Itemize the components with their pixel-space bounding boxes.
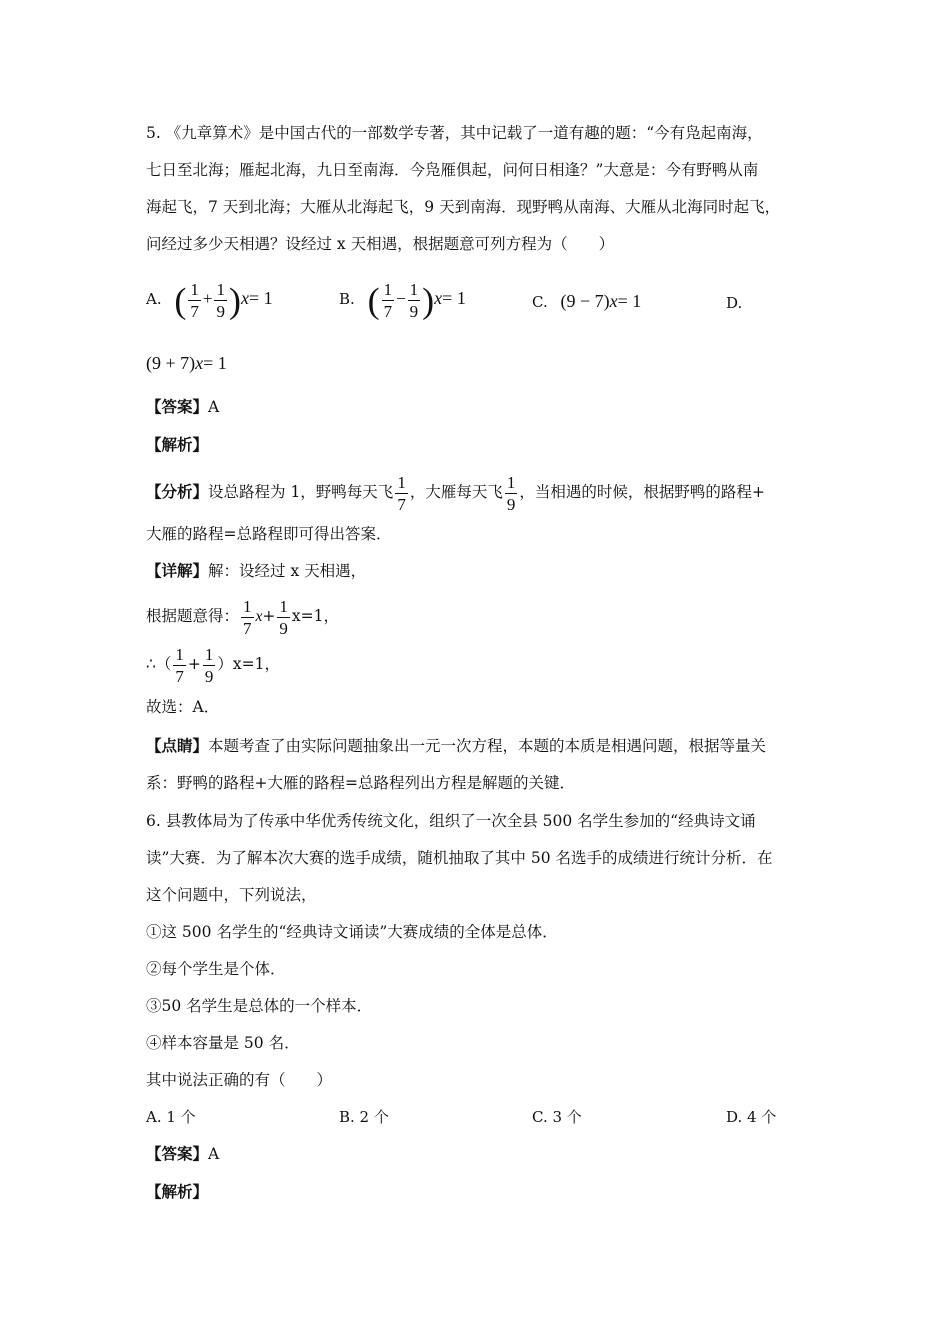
q5-choose: 故选：A． [146, 698, 220, 716]
q5-line-4: 问经过多少天相遇？设经过 x 天相遇，根据题意可列方程为（ ） [146, 235, 615, 253]
q5-detail: 【详解】解：设经过 x 天相遇， [146, 561, 367, 580]
option-a-label: A. [146, 289, 162, 308]
q5-option-d [726, 292, 742, 314]
q6-line-2: 读”大赛．为了解本次大赛的选手成绩，随机抽取了其中 50 名选手的成绩进行统计分析．在 [146, 849, 773, 867]
frac-one-ninth: $\frac{1}{9}$ [279, 596, 288, 638]
option-b-label: B. [339, 289, 355, 308]
frac-one-ninth: $\frac{1}{9}$ [204, 644, 214, 686]
q5-option-b: B. ( $\frac{1}{7}$ − $\frac{1}{9}$ )x= 1 [339, 280, 466, 321]
q6-option-b: B. 2 个 [339, 1108, 389, 1126]
q6-line-3: 这个问题中，下列说法， [146, 886, 317, 904]
q6-statement-3: ③50 名学生是总体的一个样本． [146, 997, 373, 1015]
q5-option-d-expr: (9 + 7)x= 1 [146, 353, 227, 373]
q5-detail-therefore: ∴（ $\frac{1}{7}$ + $\frac{1}{9}$ ）x=1， [146, 644, 280, 686]
q5-line-1: 5. 《九章算术》是中国古代的一部数学专著，其中记载了一道有趣的题：“今有凫起南海， [146, 124, 763, 142]
q6-line-1: 6. 县教体局为了传承中华优秀传统文化，组织了一次全县 500 名学生参加的“经典诗文诵 [146, 812, 756, 830]
q5-detail-eq: 根据题意得： $\frac{1}{7}$ x+ $\frac{1}{9}$ x=1， [146, 596, 339, 638]
frac-one-ninth: $\frac{1}{9}$ [506, 472, 516, 514]
q5-analysis-heading: 【解析】 [146, 435, 209, 454]
frac-one-seventh: $\frac{1}{7}$ [190, 280, 199, 321]
q6-statement-1: ①这 500 名学生的“经典诗文诵读”大赛成绩的全体是总体． [146, 923, 558, 941]
q6-analysis-heading: 【解析】 [146, 1182, 209, 1201]
q5-line-3: 海起飞，7 天到北海；大雁从北海起飞，9 天到南海．现野鸭从南海、大雁从北海同时起飞， [146, 198, 781, 216]
frac-one-seventh: $\frac{1}{7}$ [383, 280, 393, 321]
q5-dianjing: 【点睛】本题考查了由实际问题抽象出一元一次方程，本题的本质是相遇问题，根据等量关 [146, 736, 767, 755]
q6-option-a: A. 1 个 [146, 1108, 196, 1126]
q6-statement-2: ②每个学生是个体． [146, 960, 286, 978]
q5-option-c: C. (9 − 7)x= 1 [532, 291, 642, 311]
q6-question: 其中说法正确的有（ ） [146, 1071, 333, 1089]
q5-line-2: 七日至北海；雁起北海，九日至南海．今凫雁俱起，问何日相逢？”大意是：今有野鸭从南 [146, 161, 759, 179]
q5-option-a: A. ( $\frac{1}{7}$ + $\frac{1}{9}$ )x= 1 [146, 280, 273, 321]
option-c-expr: (9 − 7) [560, 291, 610, 311]
frac-one-seventh: $\frac{1}{7}$ [397, 472, 406, 514]
frac-one-ninth: $\frac{1}{9}$ [216, 280, 225, 321]
option-c-label: C. [532, 293, 548, 311]
q6-answer: 【答案】A [146, 1144, 220, 1163]
frac-one-seventh: $\frac{1}{7}$ [243, 596, 252, 638]
q6-option-c: C. 3 个 [532, 1108, 582, 1126]
q5-answer: 【答案】A [146, 397, 220, 416]
q6-statement-4: ④样本容量是 50 名． [146, 1034, 300, 1052]
q5-fenxi: 【分析】设总路程为 1，野鸭每天飞 $\frac{1}{7}$ ，大雁每天飞 $\frac{1}{9}$ ，当相遇的时候，根据野鸭的路程+ [146, 472, 765, 514]
q5-fenxi-line-2: 大雁的路程=总路程即可得出答案． [146, 525, 392, 543]
option-d-label: D. [726, 294, 743, 312]
frac-one-ninth: $\frac{1}{9}$ [409, 280, 419, 321]
q6-option-d: D. 4 个 [726, 1108, 777, 1126]
frac-one-seventh: $\frac{1}{7}$ [175, 644, 184, 686]
q5-dianjing-line-2: 系：野鸭的路程+大雁的路程=总路程列出方程是解题的关键． [146, 774, 575, 792]
